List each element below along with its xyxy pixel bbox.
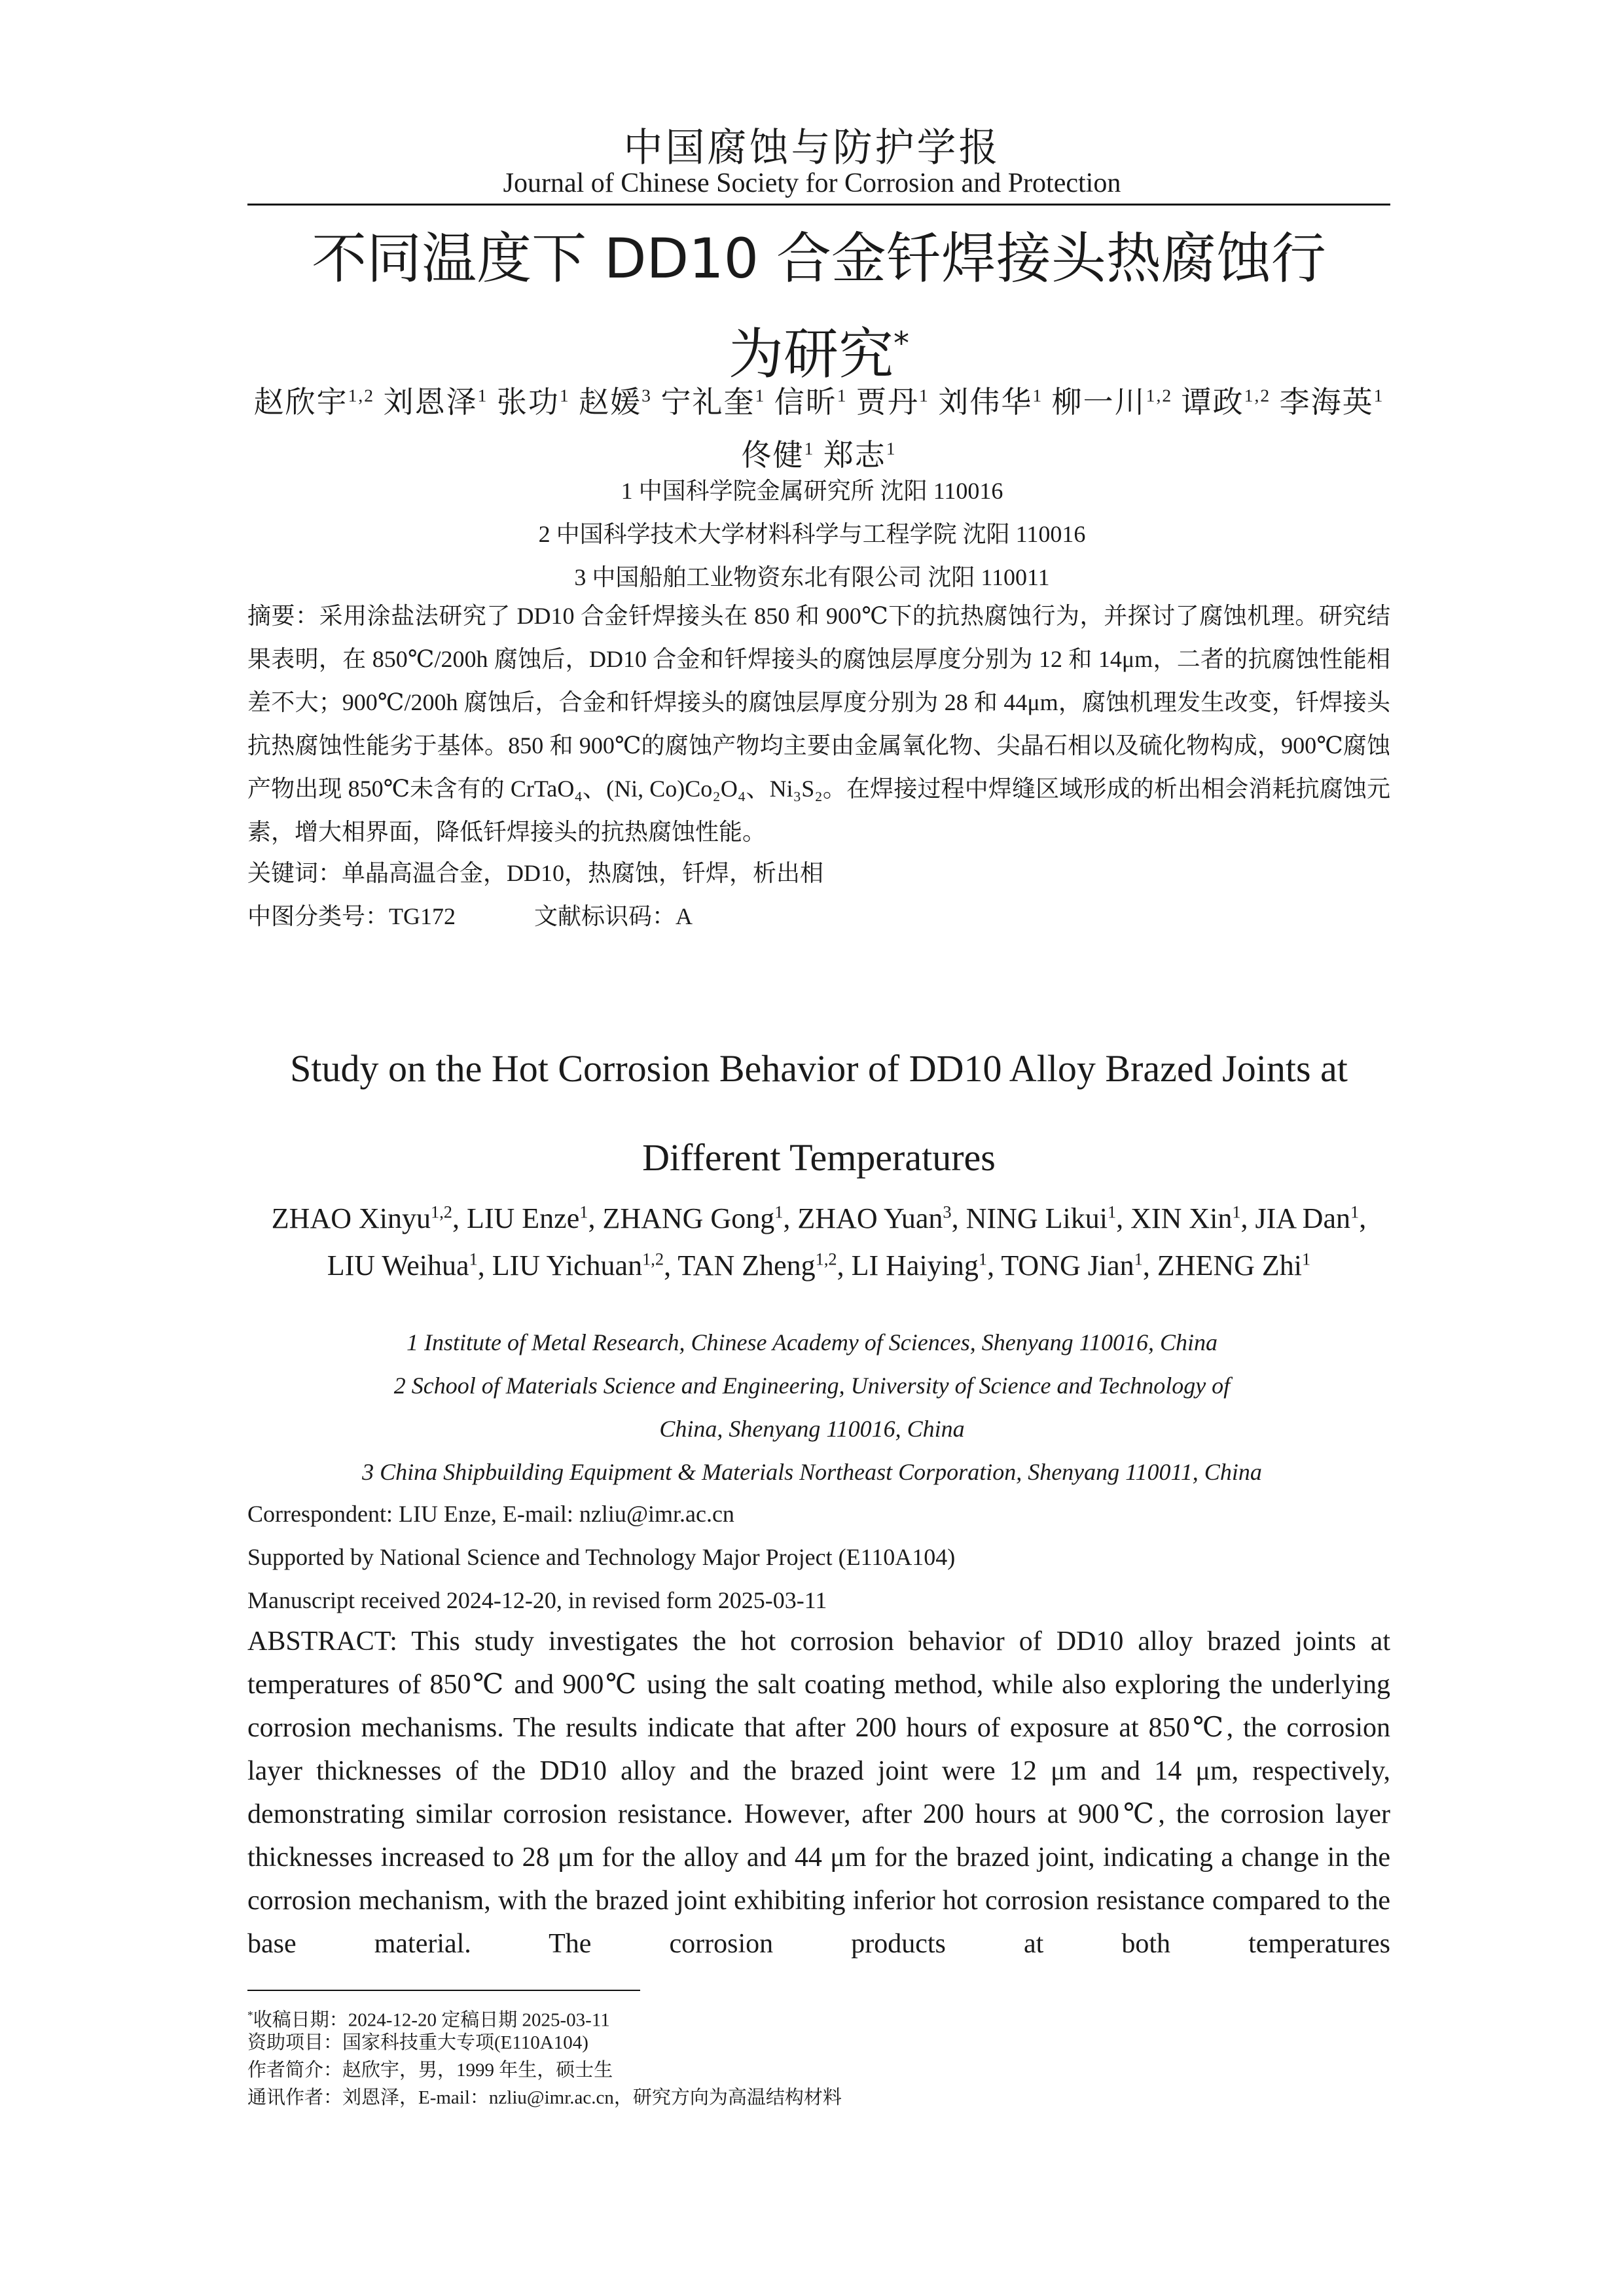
abstract-cn: 摘要：采用涂盐法研究了 DD10 合金钎焊接头在 850 和 900℃下的抗热腐蚀行为，并探讨了腐蚀机理。研究结果表明，在 850℃/200h 腐蚀后，DD10 合金和钎焊接头的腐蚀层厚度分别为 12 和 14μm，二者的抗腐蚀性能相差不大；900℃/200h 腐蚀后，合金和钎焊接头的腐蚀层厚度分别为 28 和 44μm，腐蚀机理发生改变，钎焊接头抗热腐蚀性能劣于基体。850 和 900℃的腐蚀产物均主要由金属氧化物、尖晶石相以及硫化物构成，900℃腐蚀产物出现 850℃未含有的 CrTaO₄、(Ni, Co)Co₂O₄、Ni₃S₂。在焊接过程中焊缝区域形成的析出相会消耗抗腐蚀元素，增大相界面，降低钎焊接头的抗热腐蚀性能。 bbox=[247, 603, 1390, 845]
author-affiliation-mark: 1 bbox=[1134, 1249, 1143, 1269]
correspondent-line: Correspondent: LIU Enze, E-mail: nzliu@imr.ac.cn bbox=[247, 1501, 734, 1527]
affiliation-en-2: 2 School of Materials Science and Engineering, University of Science and Technology of bbox=[393, 1372, 1231, 1399]
affiliation-en-2-cont: China, Shenyang 110016, China bbox=[659, 1416, 965, 1442]
author bbox=[492, 1249, 664, 1282]
document-code: 文献标识码：A bbox=[534, 903, 693, 929]
author-name: 宁礼奎 bbox=[660, 386, 755, 420]
author bbox=[852, 1249, 988, 1282]
title-en-line2: Different Temperatures bbox=[642, 1136, 996, 1179]
author-affiliation-mark: 1,2 bbox=[1146, 386, 1173, 406]
author-name: 刘伟华 bbox=[938, 386, 1033, 420]
footnote-corresponding: 通讯作者：刘恩泽，E-mail：nzliu@imr.ac.cn，研究方向为高温结构材料 bbox=[247, 2087, 842, 2108]
author-name: 柳一川 bbox=[1051, 386, 1146, 420]
paper-title-en bbox=[247, 1024, 1390, 1202]
author-affiliation-mark: 1 bbox=[886, 438, 897, 459]
author-name: LI Haiying bbox=[851, 1249, 979, 1282]
affiliation-en-1: 1 Institute of Metal Research, Chinese Academy of Sciences, Shenyang 110016, China bbox=[406, 1329, 1218, 1355]
author bbox=[579, 386, 652, 419]
title-cn-line1: 不同温度下 DD10 合金钎焊接头热腐蚀行 bbox=[312, 226, 1326, 291]
title-en-line1: Study on the Hot Corrosion Behavior of DD10 Alloy Brazed Joints at bbox=[290, 1047, 1348, 1090]
title-footnote-mark: * bbox=[893, 325, 909, 362]
author-name: LIU Enze bbox=[467, 1202, 580, 1234]
author-affiliation-mark: 1 bbox=[477, 386, 488, 406]
author-affiliation-mark: 1,2 bbox=[642, 1249, 664, 1269]
author-affiliation-mark: 1 bbox=[1373, 386, 1384, 406]
classification-cn bbox=[247, 898, 771, 931]
abstract-en: ABSTRACT: This study investigates the hot corrosion behavior of DD10 alloy brazed joints at temperatures of 850℃ and 900℃ using the salt coating method, while also exploring the underlying corrosion mechanisms. The results indicate that after 200 hours of exposure at 850℃, the corrosion layer thicknesses of the DD10 alloy and the brazed joint were 12 μm and 14 μm, respectively, demonstrating similar corrosion resistance. However, after 200 hours at 900℃, the corrosion layer thicknesses increased to 28 μm for the alloy and 44 μm for the brazed joint, indicating a change in the corrosion mechanism, with the brazed joint exhibiting inferior hot corrosion resistance compared to the base material. The corrosion products at both temperatures bbox=[247, 1626, 1390, 1959]
affiliation-cn-3: 3 中国船舶工业物资东北有限公司 沈阳 110011 bbox=[574, 564, 1050, 590]
footnote-funding: 资助项目：国家科技重大专项(E110A104) bbox=[247, 2032, 588, 2053]
author-name: 赵欣宇 bbox=[253, 386, 348, 420]
author bbox=[966, 1202, 1117, 1234]
author bbox=[1001, 1249, 1143, 1282]
author-affiliation-mark: 1 bbox=[1032, 386, 1043, 406]
author bbox=[384, 386, 488, 419]
affiliation-cn-2: 2 中国科学技术大学材料科学与工程学院 沈阳 110016 bbox=[538, 521, 1086, 547]
journal-name-en: Journal of Chinese Society for Corrosion and Protection bbox=[503, 168, 1121, 198]
author-affiliation-mark: 1 bbox=[804, 438, 815, 459]
clc-number: 中图分类号：TG172 bbox=[247, 903, 456, 929]
keywords-cn: 关键词：单晶高温合金，DD10，热腐蚀，钎焊，析出相 bbox=[247, 860, 823, 886]
author-affiliation-mark: 1 bbox=[919, 386, 929, 406]
author-name: LIU Weihua bbox=[327, 1249, 469, 1282]
author bbox=[938, 386, 1043, 419]
author-affiliation-mark: 1,2 bbox=[431, 1202, 452, 1221]
author-name: 赵媛 bbox=[579, 386, 642, 420]
author-affiliation-mark: 1 bbox=[579, 1202, 588, 1221]
author-affiliation-mark: 1,2 bbox=[815, 1249, 837, 1269]
author-name: ZHANG Gong bbox=[602, 1202, 775, 1234]
footnote-rule bbox=[247, 1990, 640, 1991]
author-name: JIA Dan bbox=[1255, 1202, 1350, 1234]
author bbox=[1130, 1202, 1240, 1234]
author-name: 张功 bbox=[496, 386, 560, 420]
author-name: TONG Jian bbox=[1001, 1249, 1134, 1282]
author-affiliation-mark: 1 bbox=[1302, 1249, 1311, 1269]
author-affiliation-mark: 1,2 bbox=[348, 386, 375, 406]
author-name: 郑志 bbox=[823, 438, 886, 472]
author bbox=[254, 386, 375, 419]
author-affiliation-mark: 3 bbox=[641, 386, 652, 406]
affiliation-cn-1: 1 中国科学院金属研究所 沈阳 110016 bbox=[621, 478, 1003, 504]
author bbox=[660, 386, 765, 419]
author bbox=[1052, 386, 1173, 419]
author-name: 刘恩泽 bbox=[383, 386, 478, 420]
author-name: 贾丹 bbox=[856, 386, 920, 420]
author-name: 佟健 bbox=[741, 438, 804, 472]
author-affiliation-mark: 3 bbox=[943, 1202, 952, 1221]
author bbox=[602, 1202, 783, 1234]
author bbox=[677, 1249, 837, 1282]
author-affiliation-mark: 1 bbox=[755, 386, 766, 406]
author bbox=[467, 1202, 588, 1234]
author-affiliation-mark: 1 bbox=[774, 1202, 784, 1221]
author bbox=[823, 439, 897, 472]
author bbox=[1182, 386, 1271, 419]
manuscript-dates-line: Manuscript received 2024-12-20, in revised form 2025-03-11 bbox=[247, 1587, 827, 1613]
footnote-author-bio: 作者简介：赵欣宇，男，1999 年生，硕士生 bbox=[247, 2060, 613, 2081]
title-cn-line2-text: 为研究 bbox=[728, 322, 893, 386]
author bbox=[1157, 1249, 1310, 1282]
footnote-mark: * bbox=[247, 2009, 253, 2022]
author-affiliation-mark: 1 bbox=[978, 1249, 988, 1269]
author-affiliation-mark: 1 bbox=[1107, 1202, 1117, 1221]
author-affiliation-mark: 1 bbox=[469, 1249, 478, 1269]
affiliation-en-3: 3 China Shipbuilding Equipment & Materials Northeast Corporation, Shenyang 110011, China bbox=[362, 1459, 1262, 1485]
author-name: 信昕 bbox=[774, 386, 837, 420]
header-rule bbox=[247, 204, 1390, 206]
author-affiliation-mark: 1 bbox=[559, 386, 570, 406]
author-list-cn bbox=[247, 373, 1390, 478]
author bbox=[327, 1249, 478, 1282]
author-affiliation-mark: 1 bbox=[837, 386, 848, 406]
author bbox=[1255, 1202, 1360, 1234]
author-name: 谭政 bbox=[1181, 386, 1244, 420]
author bbox=[497, 386, 570, 419]
journal-name-cn: 中国腐蚀与防护学报 bbox=[623, 126, 1001, 170]
author bbox=[774, 386, 848, 419]
author-name: ZHAO Xinyu bbox=[271, 1202, 431, 1234]
author-affiliation-mark: 1,2 bbox=[1244, 386, 1271, 406]
funding-line: Supported by National Science and Technology Major Project (E110A104) bbox=[247, 1544, 956, 1570]
author-name: TAN Zheng bbox=[677, 1249, 816, 1282]
footnote-received-text: 收稿日期：2024-12-20 定稿日期 2025-03-11 bbox=[253, 2009, 610, 2031]
author-affiliation-mark: 1 bbox=[1232, 1202, 1241, 1221]
author bbox=[856, 386, 929, 419]
author-name: ZHENG Zhi bbox=[1157, 1249, 1303, 1282]
author-list-en: ZHAO Xinyu$^{1,2}$, LIU Enze$^1$, ZHANG Gong$^1$, ZHAO Yuan$^3$, NING Likui$^1$, XIN Xin$^1$, JIA Dan$^1$, LIU Weihua$^1$, LIU Yichuan$^{1,2}$, TAN Zheng$^{1,2}$, LI Haiying$^1$, TONG Jian$^1$, ZHENG Zhi$^1$ bbox=[271, 1202, 1367, 1282]
author bbox=[741, 439, 814, 472]
author-name: NING Likui bbox=[965, 1202, 1108, 1234]
author-affiliation-mark: 1 bbox=[1350, 1202, 1360, 1221]
paper-title-cn bbox=[247, 216, 1390, 397]
author bbox=[797, 1202, 951, 1234]
author bbox=[1280, 386, 1384, 419]
author-name: XIN Xin bbox=[1130, 1202, 1233, 1234]
author-name: 李海英 bbox=[1279, 386, 1374, 420]
author bbox=[272, 1202, 452, 1234]
author-name: LIU Yichuan bbox=[492, 1249, 643, 1282]
author-name: ZHAO Yuan bbox=[797, 1202, 943, 1234]
